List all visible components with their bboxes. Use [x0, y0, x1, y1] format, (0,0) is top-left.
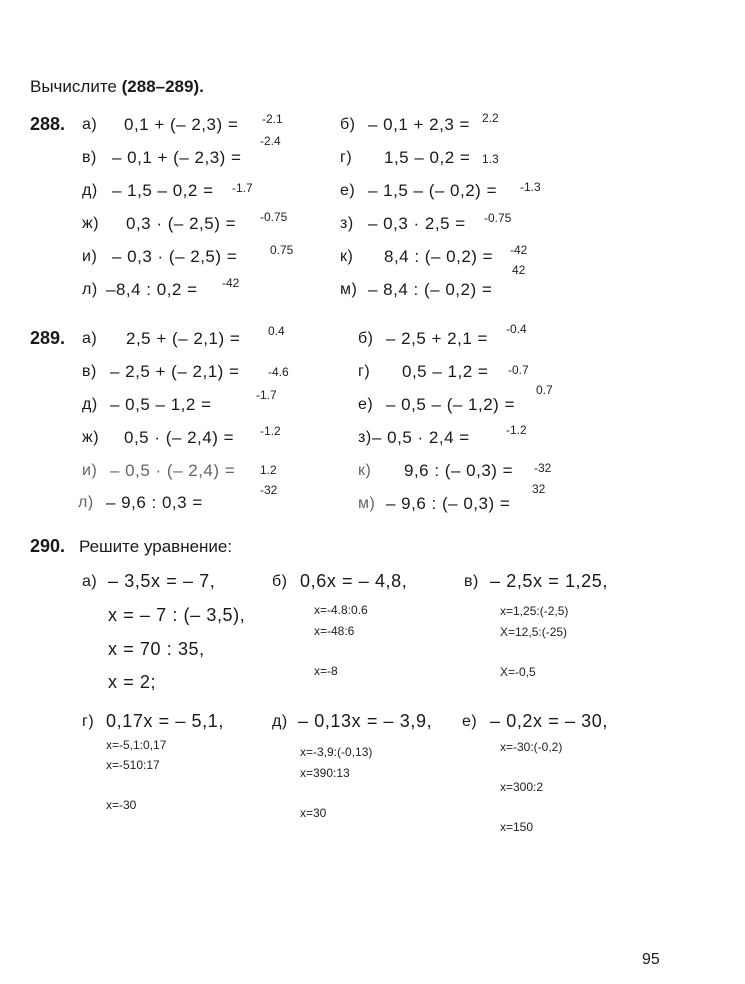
p289-c-answer: -4.6: [268, 365, 289, 379]
p288-d-answer: 1.3: [482, 152, 499, 166]
p289-e-expr: – 0,5 – 1,2 =: [110, 395, 212, 414]
p289-f-answer: 0.7: [536, 383, 553, 397]
p290-b-label: б): [272, 573, 288, 590]
p288-e-expr: – 1,5 – 0,2 =: [112, 181, 214, 200]
p288-b-expr: – 0,1 + 2,3 =: [368, 115, 470, 134]
p290-c-step3: X=-0,5: [500, 665, 536, 679]
p289-a-answer: 0.4: [268, 324, 285, 338]
p288-a-answer: -2.1: [262, 112, 283, 126]
p288-i-label: и): [82, 248, 98, 265]
p290-b-equation: 0,6x = – 4,8,: [300, 571, 408, 591]
p289-f-label: е): [358, 396, 374, 413]
p289-h-expr: – 0,5 · 2,4 =: [372, 428, 470, 447]
p288-g-expr: 0,3 · (– 2,5) =: [126, 214, 237, 233]
p290-d-equation: 0,17x = – 5,1,: [106, 711, 224, 731]
p289-a-label: а): [82, 330, 98, 347]
p290-a-label: а): [82, 573, 98, 590]
p289-b-answer: -0.4: [506, 322, 527, 336]
p288-d-label: г): [340, 149, 353, 166]
p288-h-expr: – 0,3 · 2,5 =: [368, 214, 466, 233]
p288-c-expr: – 0,1 + (– 2,3) =: [112, 148, 242, 167]
p288-c-label: в): [82, 149, 97, 166]
p288-k-expr: –8,4 : 0,2 =: [106, 280, 198, 299]
p288-l-label: м): [340, 281, 358, 298]
p289-e-answer: -1.7: [256, 388, 277, 402]
p290-f-label: е): [462, 713, 478, 730]
p289-b-expr: – 2,5 + 2,1 =: [386, 329, 488, 348]
problem-290-number: 290.: [30, 536, 66, 556]
p290-b-step1: x=-4.8:0.6: [314, 603, 368, 617]
p290-d-step2: x=-510:17: [106, 758, 160, 772]
p288-i-answer: 0.75: [270, 243, 294, 257]
page-number: 95: [642, 951, 660, 968]
p290-d-label: г): [82, 713, 95, 730]
p288-c-answer: -2.4: [260, 134, 281, 148]
p288-e-label: д): [82, 182, 98, 199]
p289-c-label: в): [82, 363, 97, 380]
p289-h-label: з): [358, 429, 372, 446]
p289-c-expr: – 2,5 + (– 2,1) =: [110, 362, 240, 381]
p290-c-step1: x=1,25:(-2,5): [500, 604, 569, 618]
p290-a-equation: – 3,5x = – 7,: [108, 571, 216, 591]
p289-d-expr: 0,5 – 1,2 =: [402, 362, 489, 381]
p288-h-answer: -0.75: [484, 211, 512, 225]
problem-290-title: Решите уравнение:: [79, 537, 233, 556]
p290-f-step2: x=300:2: [500, 780, 544, 794]
p290-b-step2: x=-48:6: [314, 624, 355, 638]
p290-f-step3: x=150: [500, 820, 534, 834]
p289-j-expr: 9,6 : (– 0,3) =: [404, 461, 514, 480]
p288-b-label: б): [340, 116, 356, 133]
p289-b-label: б): [358, 330, 374, 347]
p290-f-equation: – 0,2x = – 30,: [490, 711, 608, 731]
p289-g-answer: -1.2: [260, 424, 281, 438]
p290-a-step3: x = 2;: [108, 672, 157, 692]
p289-k-label: л): [78, 494, 94, 511]
p290-a-step1: x = – 7 : (– 3,5),: [108, 605, 246, 625]
p289-i-answer: 1.2: [260, 463, 277, 477]
p288-k-label: л): [82, 281, 98, 298]
p289-i-expr: – 0,5 · (– 2,4) =: [110, 461, 236, 480]
p289-j-label: к): [358, 462, 372, 479]
p288-a-label: а): [82, 116, 98, 133]
p288-f-label: е): [340, 182, 356, 199]
p289-g-expr: 0,5 · (– 2,4) =: [124, 428, 235, 447]
p290-e-step2: x=390:13: [300, 766, 350, 780]
p289-l-answer: 32: [532, 482, 546, 496]
p290-d-step3: x=-30: [106, 798, 137, 812]
p289-e-label: д): [82, 396, 98, 413]
p288-j-expr: 8,4 : (– 0,2) =: [384, 247, 494, 266]
section-header: [30, 78, 204, 95]
p288-g-label: ж): [82, 215, 100, 232]
p290-c-step2: X=12,5:(-25): [500, 625, 568, 639]
p289-j-answer: -32: [534, 461, 552, 475]
p289-l-label: м): [358, 495, 376, 512]
p288-i-expr: – 0,3 · (– 2,5) =: [112, 247, 238, 266]
p288-l-answer: 42: [512, 263, 526, 277]
p288-j-label: к): [340, 248, 354, 265]
p288-e-answer: -1.7: [232, 181, 253, 195]
p288-d-expr: 1,5 – 0,2 =: [384, 148, 471, 167]
p288-b-answer: 2.2: [482, 111, 499, 125]
problem-288-number: 288.: [30, 114, 66, 134]
p290-a-step2: x = 70 : 35,: [108, 639, 205, 659]
p290-d-step1: x=-5,1:0,17: [106, 738, 167, 752]
p289-i-label: и): [82, 462, 98, 479]
p289-k-answer: -32: [260, 483, 278, 497]
p288-f-expr: – 1,5 – (– 0,2) =: [368, 181, 497, 200]
p290-e-label: д): [272, 713, 288, 730]
p290-e-step3: x=30: [300, 806, 327, 820]
p288-f-answer: -1.3: [520, 180, 541, 194]
header-range: (288–289).: [121, 77, 204, 96]
p289-a-expr: 2,5 + (– 2,1) =: [126, 329, 241, 348]
p290-e-equation: – 0,13x = – 3,9,: [298, 711, 433, 731]
header-text: Вычислите: [30, 77, 117, 96]
p288-h-label: з): [340, 215, 354, 232]
p289-l-expr: – 9,6 : (– 0,3) =: [386, 494, 511, 513]
problem-289-number: 289.: [30, 328, 66, 348]
p288-j-answer: -42: [510, 243, 528, 257]
p289-d-answer: -0.7: [508, 363, 529, 377]
p290-b-step3: x=-8: [314, 664, 338, 678]
p289-d-label: г): [358, 363, 371, 380]
p288-l-expr: – 8,4 : (– 0,2) =: [368, 280, 493, 299]
p288-a-expr: 0,1 + (– 2,3) =: [124, 115, 239, 134]
p289-f-expr: – 0,5 – (– 1,2) =: [386, 395, 515, 414]
p288-g-answer: -0.75: [260, 210, 288, 224]
p290-c-equation: – 2,5x = 1,25,: [490, 571, 608, 591]
p289-h-answer: -1.2: [506, 423, 527, 437]
p290-f-step1: x=-30:(-0,2): [500, 740, 563, 754]
p288-k-answer: -42: [222, 276, 240, 290]
p289-g-label: ж): [82, 429, 100, 446]
p289-k-expr: – 9,6 : 0,3 =: [106, 493, 203, 512]
p290-e-step1: x=-3,9:(-0,13): [300, 745, 373, 759]
p290-c-label: в): [464, 573, 479, 590]
